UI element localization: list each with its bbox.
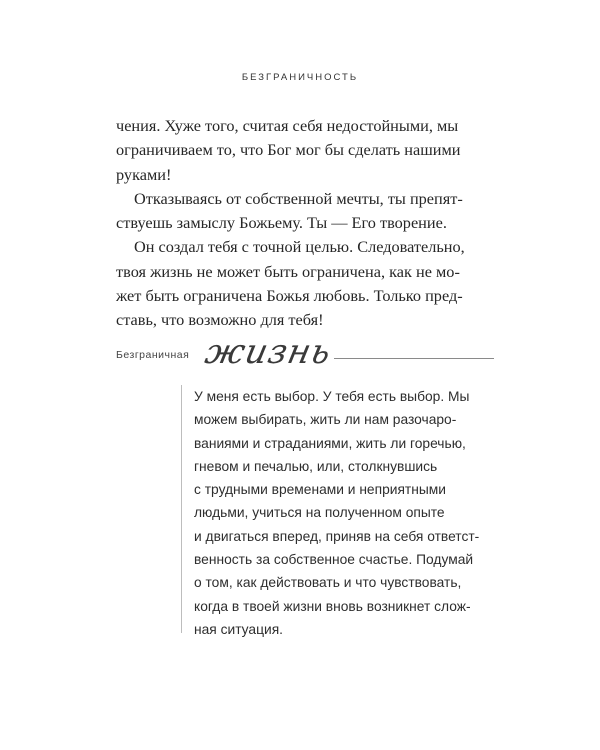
sidebar-block [181,385,511,637]
sidebar-line: о том, как действовать и что чувствовать, [194,575,462,591]
sidebar-line: можем выбирать, жить ли нам разочаро- [194,412,457,428]
sidebar-heading-rule [334,358,494,359]
sidebar-line: людьми, учиться на полученном опыте [194,505,445,521]
sidebar-line: с трудными временами и неприятными [194,482,446,498]
body-line: ствуешь замыслу Божьему. Ты — Его творение. [116,213,447,233]
sidebar-line: У меня есть выбор. У тебя есть выбор. Мы [194,389,470,404]
body-line: руками! [116,164,172,184]
body-line: Он создал тебя с точной целью. Следовательно, [134,237,465,257]
sidebar-line: гневом и печалью, или, столкнувшись [194,458,438,474]
body-line: жет быть ограничена Божья любовь. Только пред- [116,286,463,306]
sidebar-line: ваниями и страданиями, жить ли горечью, [194,435,466,451]
body-line: Отказываясь от собственной мечты, ты препят- [134,188,463,208]
body-line: ставь, что возможно для тебя! [116,310,324,330]
sidebar-line: когда в твоей жизни вновь возникнет слож- [194,598,471,614]
sidebar-line: ная ситуация. [194,621,284,637]
body-line: ограничиваем то, что Бог мог бы сделать нашими [116,140,461,160]
sidebar-heading-prefix: Безграничная [116,349,190,361]
body-line: чения. Хуже того, считая себя недостойными, мы [116,116,459,135]
running-header: БЕЗГРАНИЧНОСТЬ [241,72,359,83]
sidebar-heading [116,332,506,376]
sidebar-line: венность за собственное счастье. Подумай [194,552,474,568]
sidebar-heading-script: жизнь [201,332,336,372]
body-line: твоя жизнь не может быть ограничена, как не мо- [116,261,460,281]
body-text [116,114,496,333]
sidebar-text [194,385,511,641]
sidebar-line: и двигаться вперед, приняв на себя ответст- [194,528,480,544]
